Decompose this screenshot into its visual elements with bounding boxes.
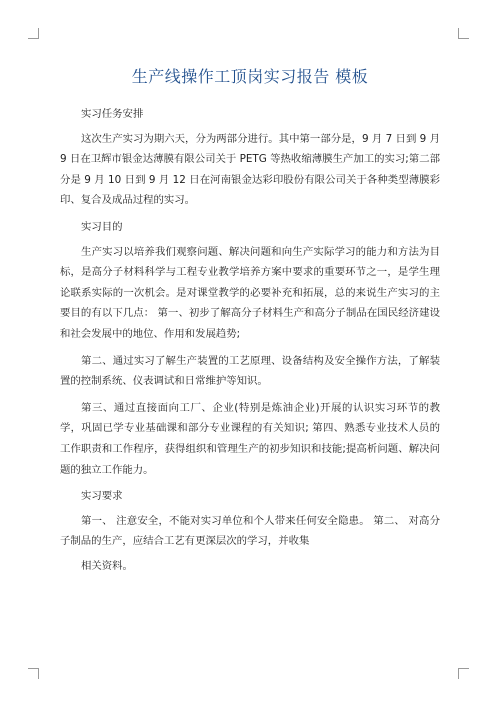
paragraph-requirements: 第一、 注意安全，不能对实习单位和个人带来任何安全隐患。 第二、 对高分子制品的生产，应结合工艺有更深层次的学习，并收集: [60, 514, 440, 548]
crop-mark-top-left: [28, 28, 39, 39]
crop-mark-top-right: [458, 28, 469, 39]
paragraph-purpose-third: 第三、通过直接面向工厂、企业(特别是炼油企业)开展的认识实习环节的教学，巩固已学专业基础课和部分专业课程的有关知识; 第四、熟悉专业技术人员的工作职责和工作程序，获得组织和管理生产的初步知识和技能;提高析问题、解决问题的独立工作能力。: [60, 401, 440, 476]
section-heading-purpose: 实习目的: [81, 220, 123, 233]
section-heading-requirements: 实习要求: [81, 490, 123, 503]
paragraph-task: 这次生产实习为期六天，分为两部分进行。其中第一部分是，9 月 7 日到 9 月 9 日在卫辉市银金达薄膜有限公司关于 PETG 等热收缩薄膜生产加工的实习;第二部分是 9 月 10 日到 9 月 12 日在河南银金达彩印股份有限公司关于各种类型薄膜彩印、复合及成品过程的实习。: [60, 132, 440, 207]
section-heading-task: 实习任务安排: [81, 108, 144, 120]
document-body: [60, 104, 440, 582]
crop-mark-bottom-left: [28, 668, 39, 679]
paragraph-purpose: 生产实习以培养我们观察问题、解决问题和向生产实际学习的能力和方法为目标，是高分子材料科学与工程专业教学培养方案中要求的重要环节之一，是学生理论联系实际的一次机会。是对课堂教学的必要补充和拓展，总的来说生产实习的主要目的有以下几点： 第一、初步了解高分子材料生产和高分子制品在国民经济建设和社会发展中的地位、作用和发展趋势;: [60, 245, 440, 340]
paragraph-purpose-second: 第二、通过实习了解生产装置的工艺原理、设备结构及安全操作方法，了解装置的控制系统、仪表调试和日常维护等知识。: [60, 354, 440, 388]
paragraph-requirements-end: 相关资料。: [81, 559, 133, 572]
document-title: 生产线操作工顶岗实习报告 模板: [131, 67, 369, 86]
crop-mark-bottom-right: [458, 668, 469, 679]
